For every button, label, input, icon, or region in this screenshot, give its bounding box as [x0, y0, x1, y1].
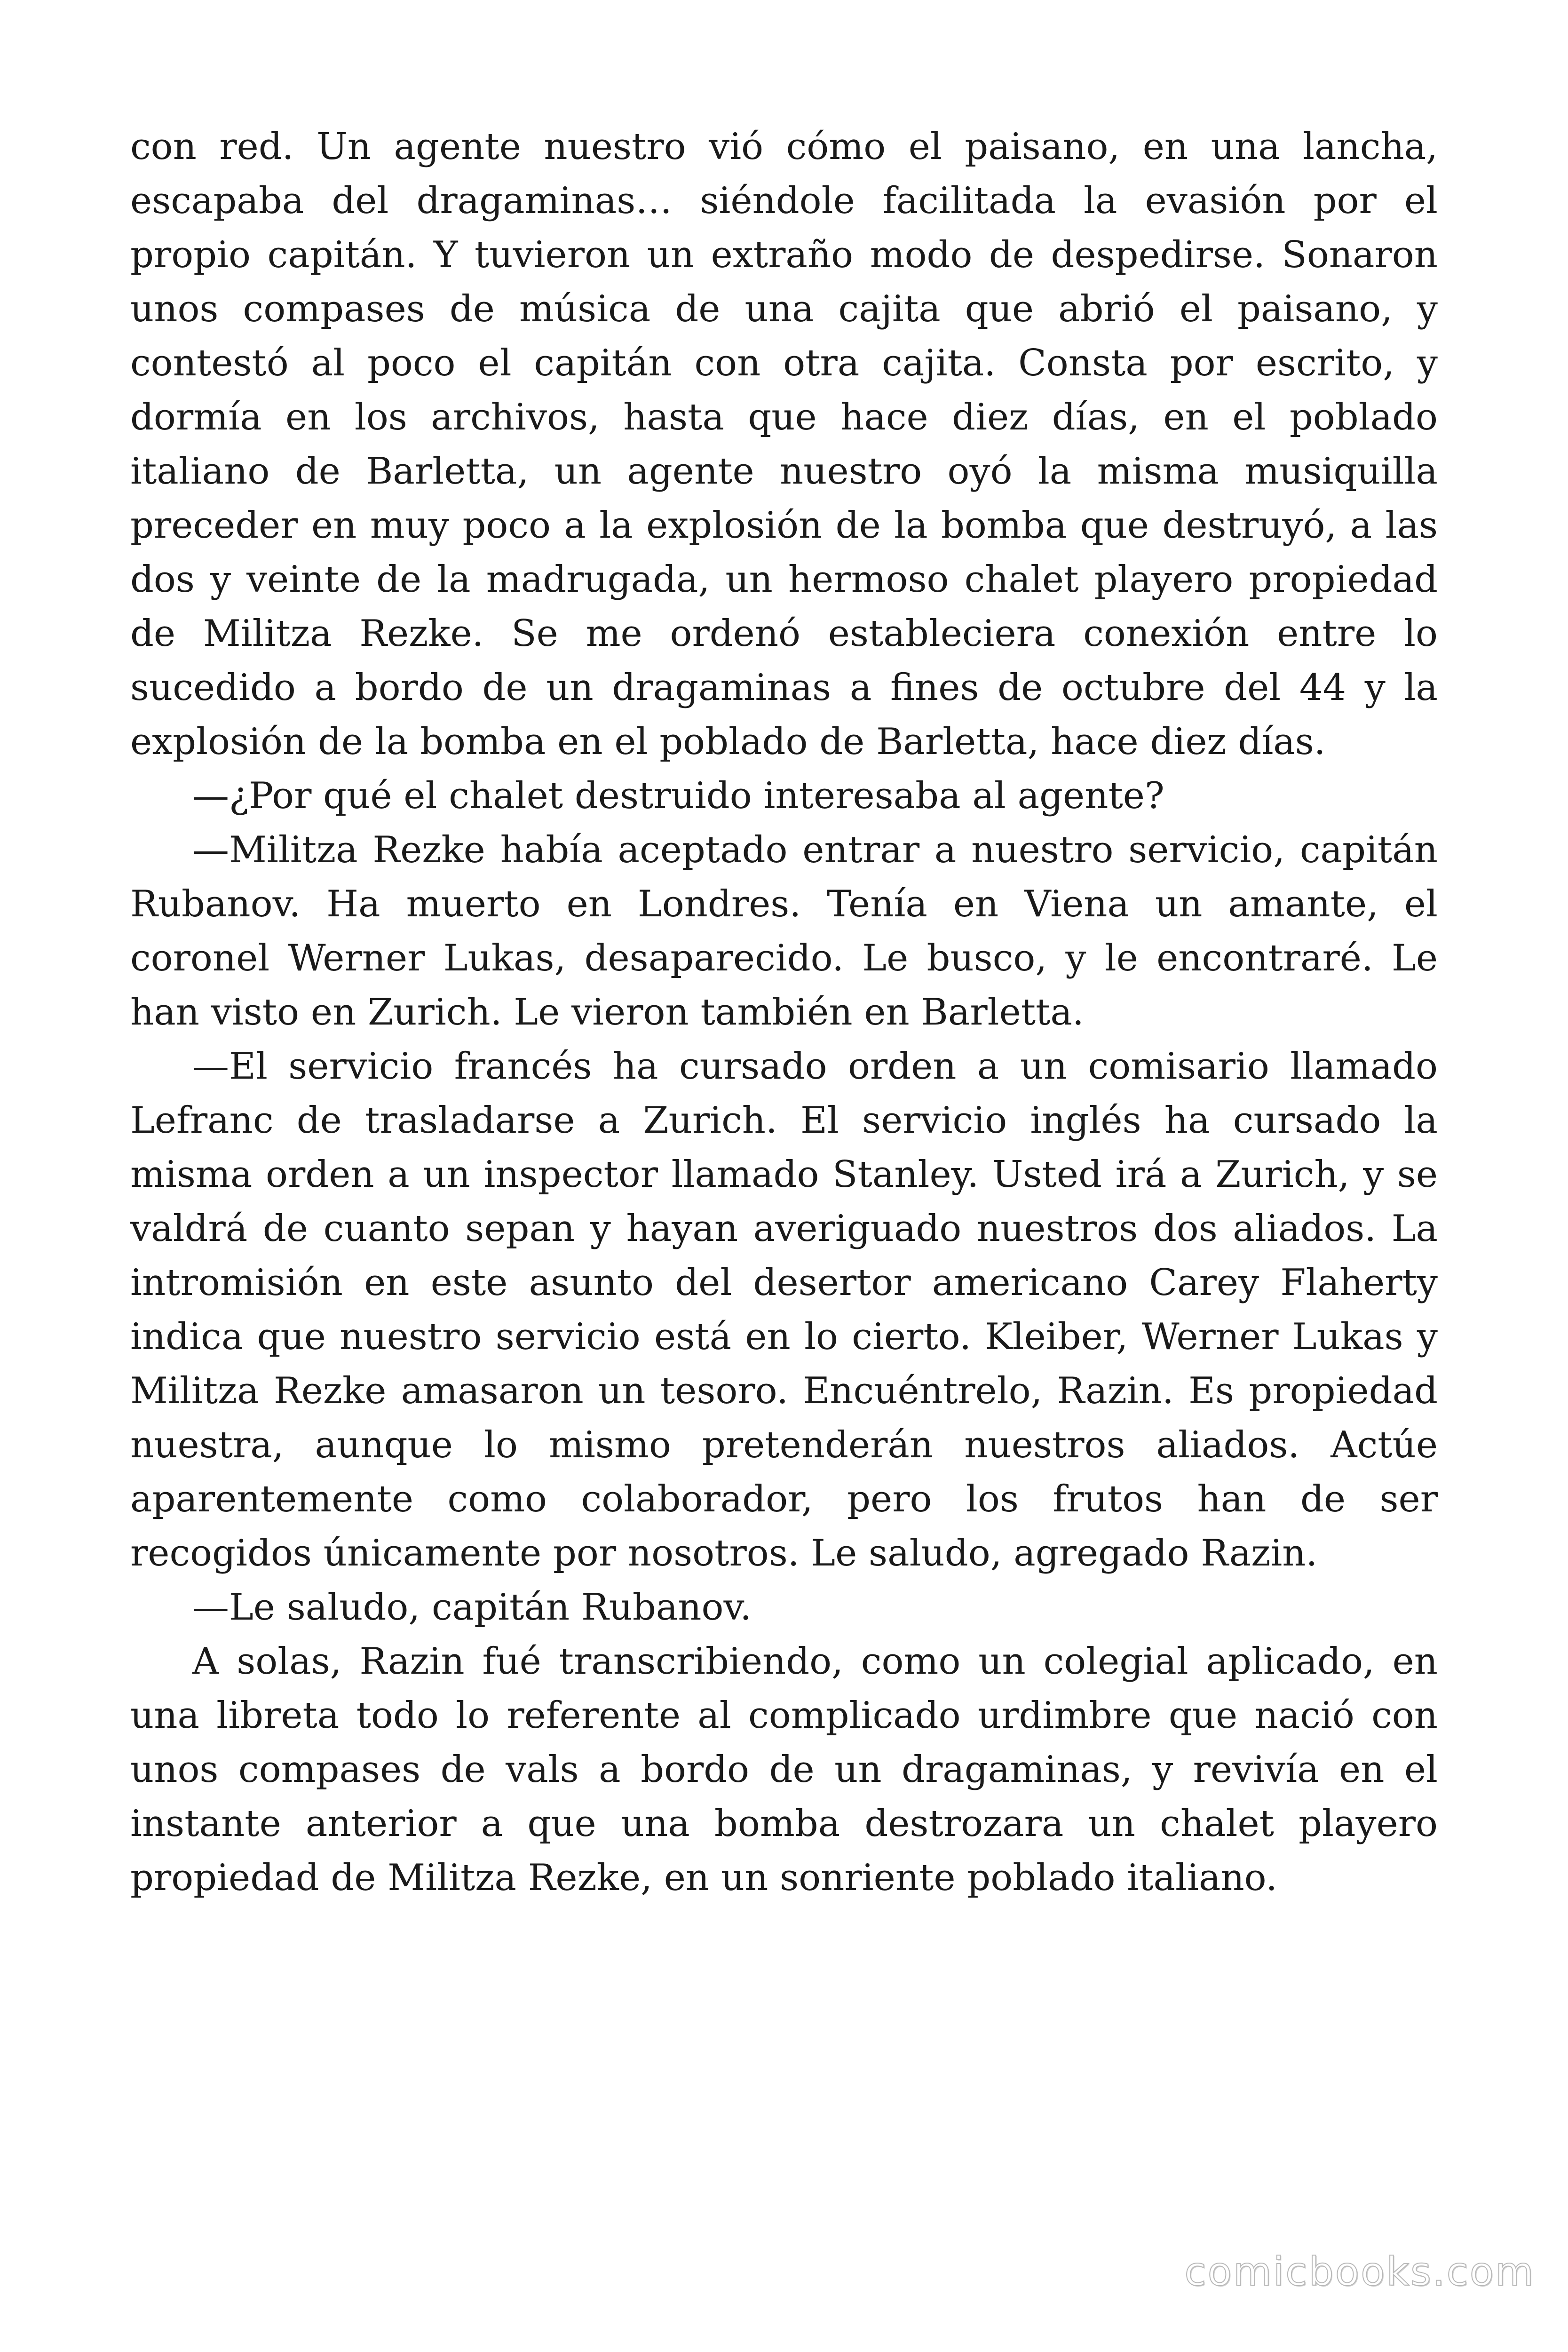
paragraph: A solas, Razin fué transcribiendo, como un colegial aplicado, en una libreta todo lo referente al complicado urdimbre que nació con unos compases de vals a bordo de un dragaminas, y revivía en el instante anterior a que una bomba destrozara un chalet playero propiedad de Militza Rezke, en un sonriente poblado italiano.	[130, 1640, 1438, 1899]
paragraph: —El servicio francés ha cursado orden a un comisario llamado Lefranc de trasladarse a Zurich. El servicio inglés ha cursado la misma orden a un inspector llamado Stanley. Usted irá a Zurich, y se valdrá de cuanto sepan y hayan averiguado nuestros dos aliados. La intromisión en este asunto del desertor americano Carey Flaherty indica que nuestro servicio está en lo cierto. Kleiber, Werner Lukas y Militza Rezke amasaron un tesoro. Encuéntrelo, Razin. Es propiedad nuestra, aunque lo mismo pretenderán nuestros aliados. Actúe aparentemente como colaborador, pero los frutos han de ser recogidos únicamente por nosotros. Le saludo, agregado Razin.	[130, 1045, 1438, 1574]
paragraph: con red. Un agente nuestro vió cómo el paisano, en una lancha, escapaba del dragaminas… siéndole facilitada la evasión por el propio capitán. Y tuvieron un extraño modo de despedirse. Sonaron unos compases de música de una cajita que abrió el paisano, y contestó al poco el capitán con otra cajita. Consta por escrito, y dormía en los archivos, hasta que hace diez días, en el poblado italiano de Barletta, un agente nuestro oyó la misma musiquilla preceder en muy poco a la explosión de la bomba que destruyó, a las dos y veinte de la madrugada, un hermoso chalet playero propiedad de Militza Rezke. Se me ordenó estableciera conexión entre lo sucedido a bordo de un dragaminas a fines de octubre del 44 y la explosión de la bomba en el poblado de Barletta, hace diez días.	[130, 126, 1438, 763]
watermark: comicbooks.com	[1184, 2249, 1535, 2295]
paragraph: —Le saludo, capitán Rubanov.	[192, 1586, 752, 1629]
paragraph: —¿Por qué el chalet destruido interesaba al agente?	[192, 775, 1164, 817]
paragraph: —Militza Rezke había aceptado entrar a nuestro servicio, capitán Rubanov. Ha muerto en Londres. Tenía en Viena un amante, el coronel Werner Lukas, desaparecido. Le busco, y le encontraré. Le han visto en Zurich. Le vieron también en Barletta.	[130, 829, 1438, 1033]
page-body	[130, 120, 1438, 1905]
